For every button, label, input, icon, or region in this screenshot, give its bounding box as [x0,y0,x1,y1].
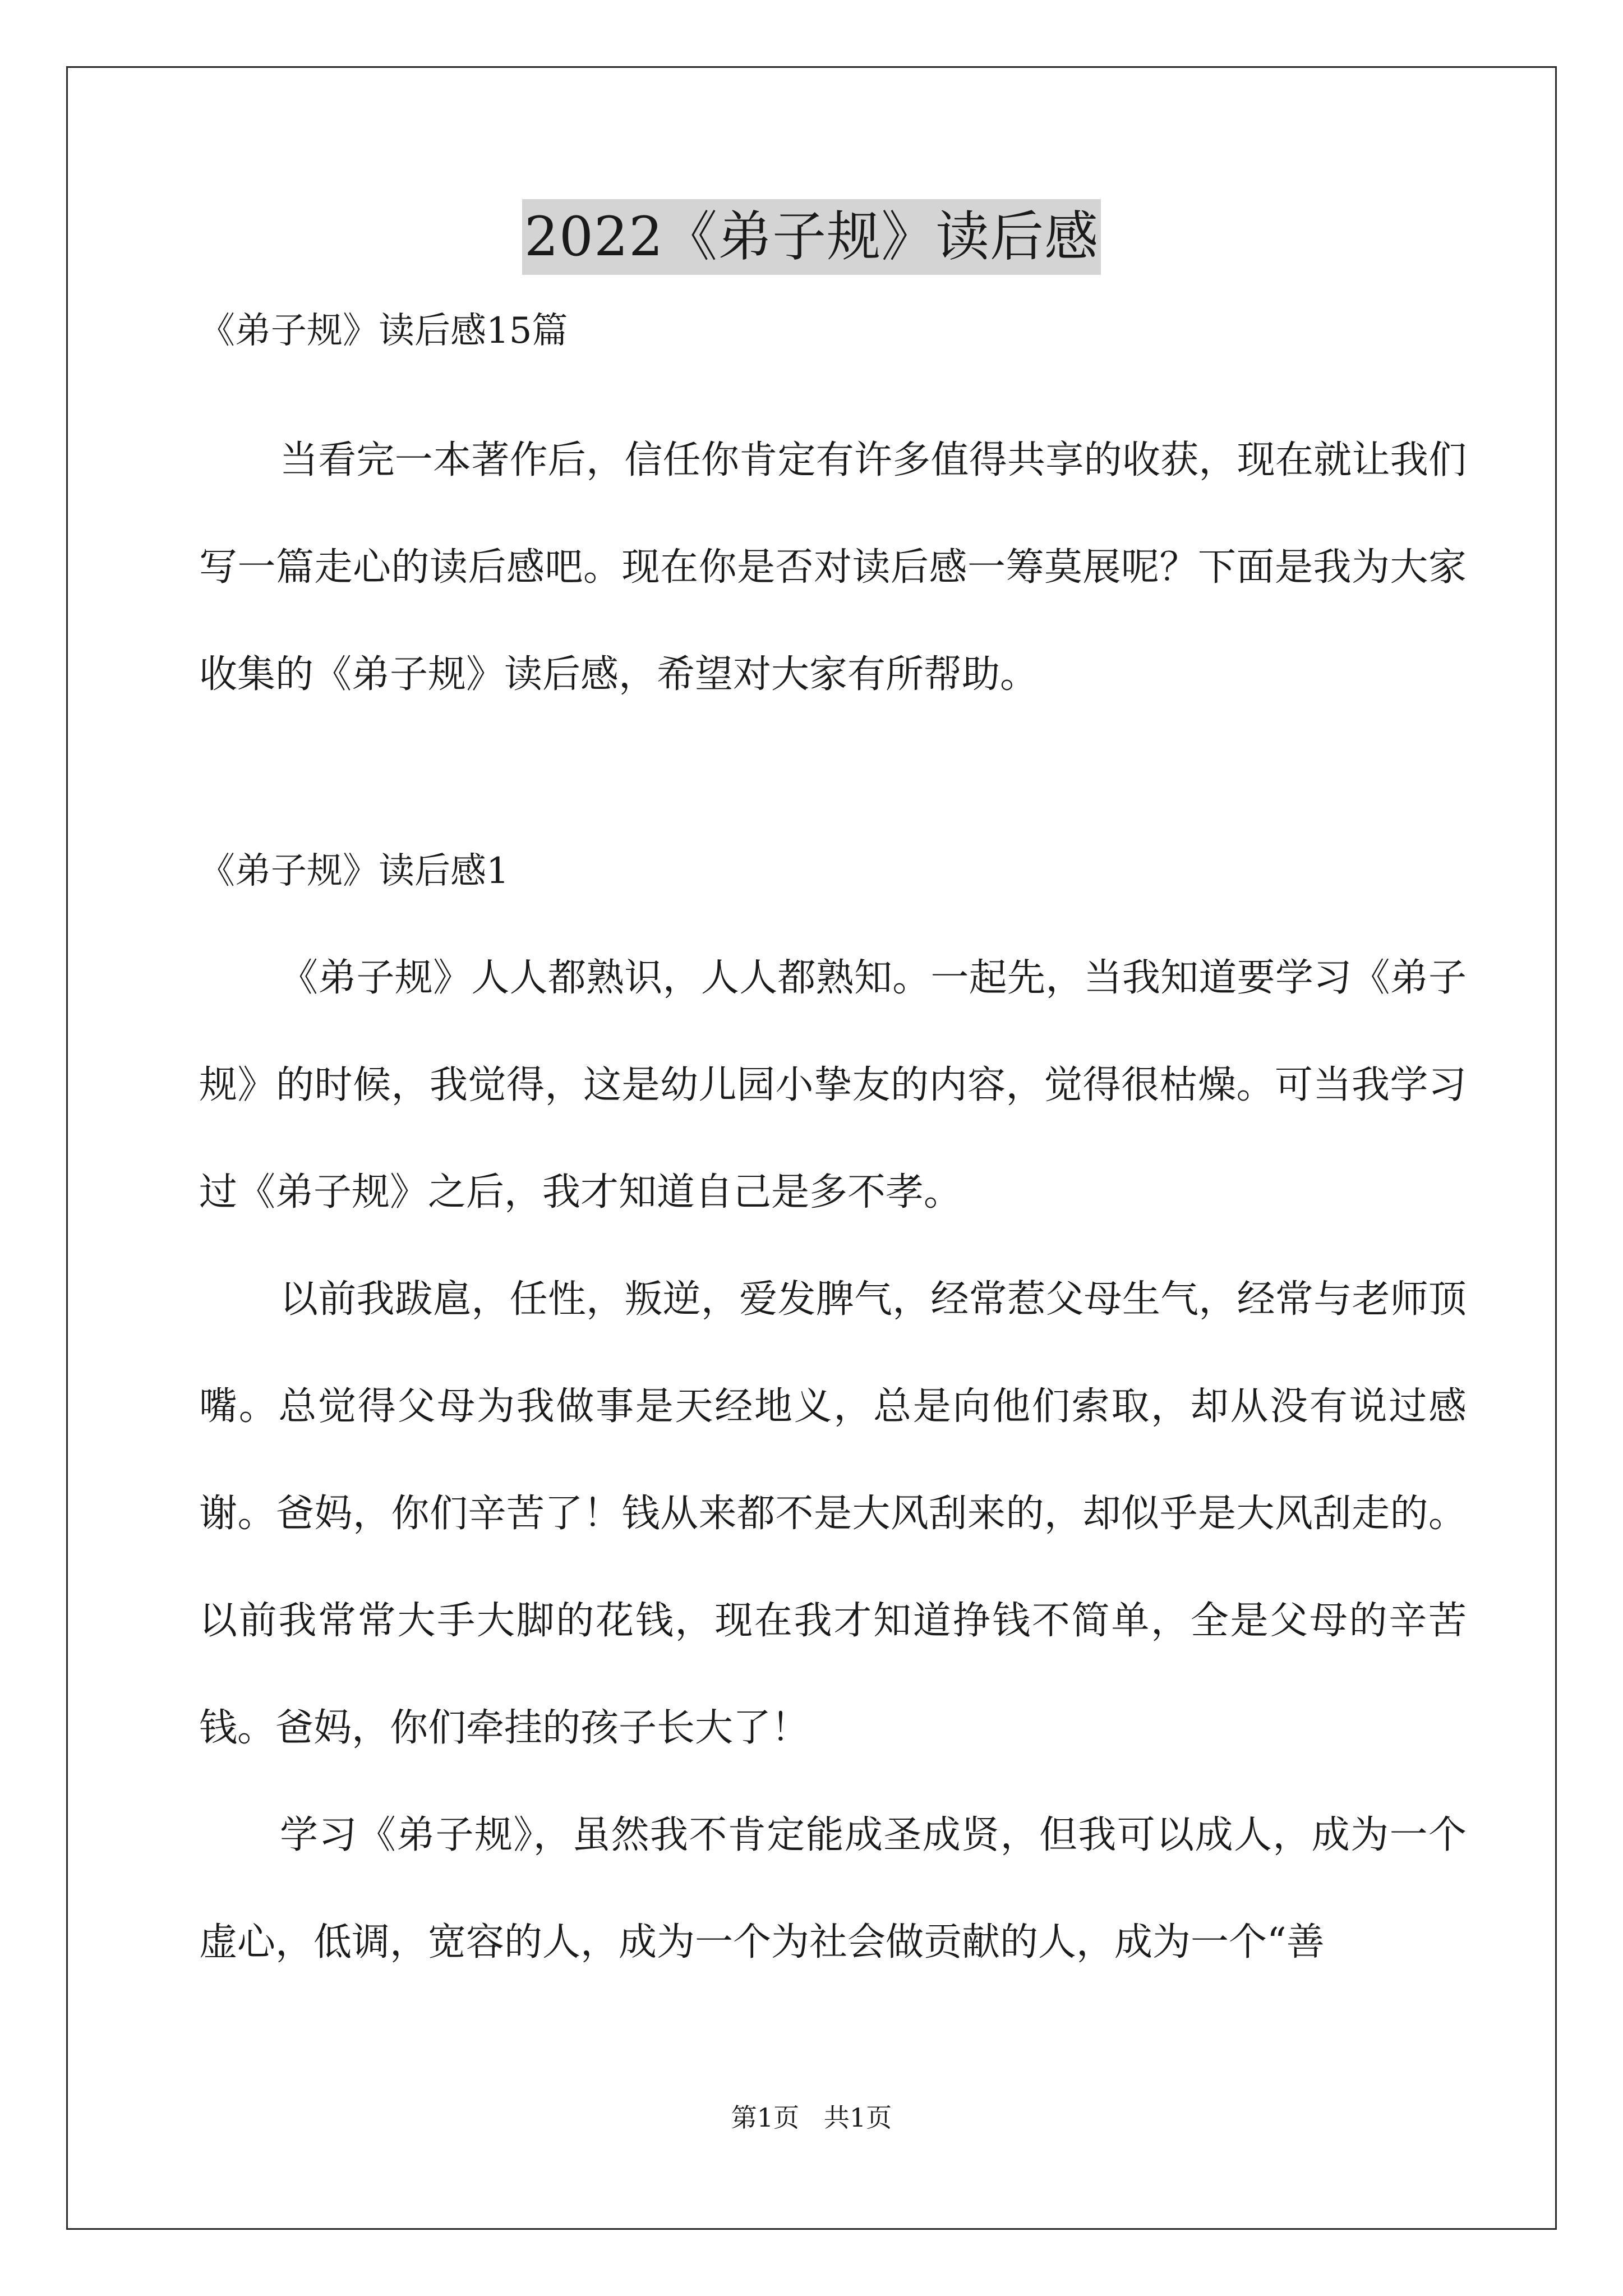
body-paragraph-3: 学习《弟子规》，虽然我不肯定能成圣成贤，但我可以成人，成为一个虚心，低调，宽容的人，成为一个为社会做贡献的人，成为一个“善 [199,1813,1467,1964]
document-body [199,306,1467,1996]
document-subtitle: 《弟子规》读后感15篇 [199,310,568,352]
intro-paragraph: 当看完一本著作后，信任你肯定有许多值得共享的收获，现在就让我们写一篇走心的读后感吧。现在你是否对读后感一筹莫展呢？下面是我为大家收集的《弟子规》读后感，希望对大家有所帮助。 [199,438,1467,697]
section-heading: 《弟子规》读后感1 [199,850,509,892]
page-footer: 第1页 共1页 [731,2102,892,2133]
title-container [0,199,1623,275]
body-paragraph-2: 以前我跋扈，任性，叛逆，爱发脾气，经常惹父母生气，经常与老师顶嘴。总觉得父母为我做事是天经地义，总是向他们索取，却从没有说过感谢。爸妈，你们辛苦了！钱从来都不是大风刮来的，却似乎是大风刮走的。以前我常常大手大脚的花钱，现在我才知道挣钱不简单，全是父母的辛苦钱。爸妈，你们牵挂的孩子长大了！ [199,1277,1467,1750]
body-paragraph-1: 《弟子规》人人都熟识，人人都熟知。一起先，当我知道要学习《弟子规》的时候，我觉得，这是幼儿园小挚友的内容，觉得很枯燥。可当我学习过《弟子规》之后，我才知道自己是多不孝。 [199,956,1467,1214]
document-title: 2022《弟子规》读后感 [522,199,1101,275]
